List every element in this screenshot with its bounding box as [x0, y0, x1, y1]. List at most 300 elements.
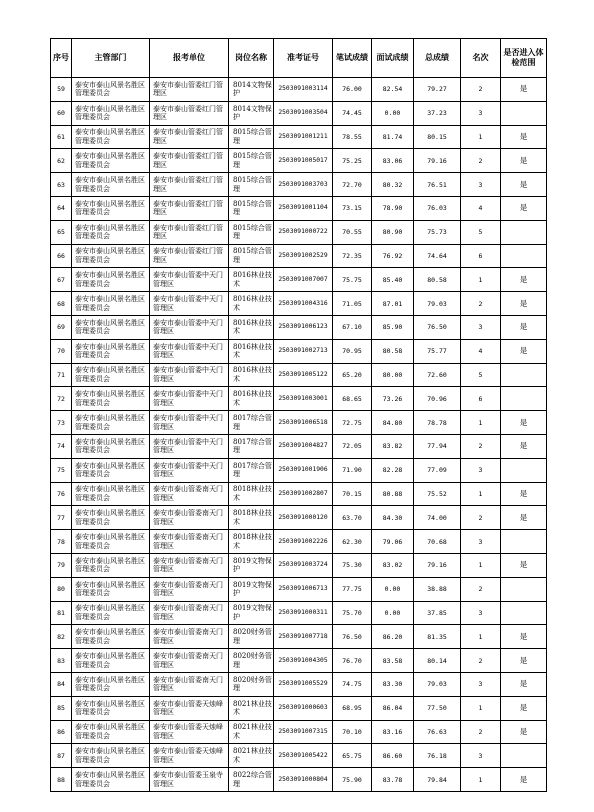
cell-exam-no: 2503091001211 [274, 125, 333, 149]
cell-position: 8019文物保护 [229, 601, 274, 625]
cell-interview: 83.82 [372, 434, 414, 458]
cell-physical [501, 220, 547, 244]
table-row [51, 625, 547, 649]
cell-written: 72.70 [333, 173, 372, 197]
cell-seq: 85 [51, 696, 72, 720]
cell-rank: 1 [461, 268, 501, 292]
cell-physical: 是 [501, 292, 547, 316]
cell-seq: 81 [51, 601, 72, 625]
cell-seq: 63 [51, 173, 72, 197]
cell-dept: 泰安市泰山管委中天门管理区 [150, 411, 229, 435]
cell-position: 8014文物保护 [229, 78, 274, 102]
cell-position: 8019文物保护 [229, 577, 274, 601]
table-row [51, 244, 547, 268]
cell-unit: 泰安市泰山风景名胜区管理委员会 [72, 768, 150, 792]
cell-position: 8018林业技术 [229, 482, 274, 506]
cell-interview: 86.04 [372, 696, 414, 720]
cell-interview: 85.90 [372, 315, 414, 339]
cell-interview: 80.32 [372, 173, 414, 197]
cell-dept: 泰安市泰山管委南天门管理区 [150, 625, 229, 649]
cell-interview: 86.20 [372, 625, 414, 649]
cell-unit: 泰安市泰山风景名胜区管理委员会 [72, 577, 150, 601]
cell-exam-no: 2503091005422 [274, 744, 333, 768]
cell-position: 8015综合管理 [229, 173, 274, 197]
cell-exam-no: 2503091003114 [274, 78, 333, 102]
cell-position: 8021林业技术 [229, 720, 274, 744]
table-row [51, 78, 547, 102]
table-body [51, 78, 547, 792]
cell-seq: 67 [51, 268, 72, 292]
cell-dept: 泰安市泰山管委中天门管理区 [150, 363, 229, 387]
cell-physical: 是 [501, 720, 547, 744]
cell-physical: 是 [501, 149, 547, 173]
cell-position: 8014文物保护 [229, 101, 274, 125]
cell-rank: 2 [461, 149, 501, 173]
cell-position: 8016林业技术 [229, 339, 274, 363]
cell-total: 70.96 [414, 387, 461, 411]
header-seq: 序号 [51, 39, 72, 78]
cell-position: 8016林业技术 [229, 315, 274, 339]
cell-seq: 84 [51, 672, 72, 696]
cell-physical: 是 [501, 173, 547, 197]
cell-dept: 泰安市泰山管委南天门管理区 [150, 649, 229, 673]
cell-unit: 泰安市泰山风景名胜区管理委员会 [72, 625, 150, 649]
cell-seq: 66 [51, 244, 72, 268]
cell-position: 8018林业技术 [229, 506, 274, 530]
cell-position: 8022综合管理 [229, 768, 274, 792]
header-position: 岗位名称 [229, 39, 274, 78]
cell-physical: 是 [501, 196, 547, 220]
table-row [51, 672, 547, 696]
cell-exam-no: 2503091004827 [274, 434, 333, 458]
cell-interview: 87.01 [372, 292, 414, 316]
cell-exam-no: 2503091001906 [274, 458, 333, 482]
cell-seq: 76 [51, 482, 72, 506]
cell-physical [501, 744, 547, 768]
table-row [51, 696, 547, 720]
cell-physical: 是 [501, 434, 547, 458]
cell-seq: 74 [51, 434, 72, 458]
cell-position: 8016林业技术 [229, 268, 274, 292]
cell-seq: 69 [51, 315, 72, 339]
cell-total: 78.78 [414, 411, 461, 435]
cell-dept: 泰安市泰山管委南天门管理区 [150, 577, 229, 601]
cell-rank: 5 [461, 220, 501, 244]
cell-unit: 泰安市泰山风景名胜区管理委员会 [72, 220, 150, 244]
cell-position: 8016林业技术 [229, 387, 274, 411]
cell-unit: 泰安市泰山风景名胜区管理委员会 [72, 339, 150, 363]
cell-interview: 79.06 [372, 530, 414, 554]
cell-dept: 泰安市泰山管委南天门管理区 [150, 553, 229, 577]
table-row [51, 387, 547, 411]
header-rank: 名次 [461, 39, 501, 78]
table-row [51, 744, 547, 768]
results-table [50, 38, 547, 792]
cell-total: 75.73 [414, 220, 461, 244]
table-row [51, 411, 547, 435]
cell-physical [501, 577, 547, 601]
cell-unit: 泰安市泰山风景名胜区管理委员会 [72, 387, 150, 411]
cell-exam-no: 2503091003703 [274, 173, 333, 197]
cell-physical: 是 [501, 649, 547, 673]
table-row [51, 720, 547, 744]
cell-unit: 泰安市泰山风景名胜区管理委员会 [72, 434, 150, 458]
cell-unit: 泰安市泰山风景名胜区管理委员会 [72, 149, 150, 173]
cell-written: 65.75 [333, 744, 372, 768]
cell-rank: 2 [461, 577, 501, 601]
cell-exam-no: 2503091006713 [274, 577, 333, 601]
cell-physical: 是 [501, 553, 547, 577]
cell-physical [501, 458, 547, 482]
cell-written: 74.75 [333, 672, 372, 696]
cell-written: 72.75 [333, 411, 372, 435]
cell-total: 70.68 [414, 530, 461, 554]
cell-dept: 泰安市泰山管委中天门管理区 [150, 387, 229, 411]
cell-exam-no: 2503091000722 [274, 220, 333, 244]
cell-interview: 82.54 [372, 78, 414, 102]
cell-unit: 泰安市泰山风景名胜区管理委员会 [72, 411, 150, 435]
cell-seq: 73 [51, 411, 72, 435]
cell-exam-no: 2503091000311 [274, 601, 333, 625]
cell-dept: 泰安市泰山管委红门管理区 [150, 149, 229, 173]
cell-rank: 1 [461, 768, 501, 792]
cell-dept: 泰安市泰山管委南天门管理区 [150, 506, 229, 530]
table-row [51, 458, 547, 482]
cell-dept: 泰安市泰山管委玉泉寺管理区 [150, 768, 229, 792]
cell-unit: 泰安市泰山风景名胜区管理委员会 [72, 649, 150, 673]
cell-physical: 是 [501, 78, 547, 102]
cell-physical: 是 [501, 315, 547, 339]
cell-written: 75.75 [333, 268, 372, 292]
cell-dept: 泰安市泰山管委红门管理区 [150, 173, 229, 197]
table-row [51, 649, 547, 673]
cell-seq: 79 [51, 553, 72, 577]
cell-total: 37.23 [414, 101, 461, 125]
cell-unit: 泰安市泰山风景名胜区管理委员会 [72, 482, 150, 506]
cell-seq: 83 [51, 649, 72, 673]
cell-rank: 6 [461, 244, 501, 268]
cell-rank: 3 [461, 601, 501, 625]
cell-exam-no: 2503091002529 [274, 244, 333, 268]
cell-position: 8017综合管理 [229, 434, 274, 458]
cell-interview: 83.30 [372, 672, 414, 696]
cell-rank: 1 [461, 411, 501, 435]
cell-interview: 84.80 [372, 411, 414, 435]
table-header-row [51, 39, 547, 78]
cell-rank: 2 [461, 292, 501, 316]
cell-rank: 4 [461, 339, 501, 363]
cell-dept: 泰安市泰山管委天烛峰管理区 [150, 720, 229, 744]
cell-exam-no: 2503091006123 [274, 315, 333, 339]
cell-dept: 泰安市泰山管委天烛峰管理区 [150, 696, 229, 720]
cell-interview: 83.02 [372, 553, 414, 577]
cell-unit: 泰安市泰山风景名胜区管理委员会 [72, 744, 150, 768]
cell-physical [501, 387, 547, 411]
cell-written: 68.65 [333, 387, 372, 411]
cell-rank: 3 [461, 101, 501, 125]
cell-written: 68.95 [333, 696, 372, 720]
cell-written: 63.70 [333, 506, 372, 530]
cell-rank: 3 [461, 672, 501, 696]
cell-interview: 80.00 [372, 363, 414, 387]
cell-total: 79.84 [414, 768, 461, 792]
cell-position: 8020财务管理 [229, 672, 274, 696]
cell-interview: 83.78 [372, 768, 414, 792]
cell-physical: 是 [501, 672, 547, 696]
cell-exam-no: 2503091002713 [274, 339, 333, 363]
cell-seq: 88 [51, 768, 72, 792]
cell-seq: 59 [51, 78, 72, 102]
cell-position: 8017综合管理 [229, 411, 274, 435]
cell-seq: 75 [51, 458, 72, 482]
cell-interview: 86.60 [372, 744, 414, 768]
cell-total: 77.09 [414, 458, 461, 482]
cell-position: 8020财务管理 [229, 625, 274, 649]
cell-total: 37.85 [414, 601, 461, 625]
cell-dept: 泰安市泰山管委红门管理区 [150, 125, 229, 149]
cell-dept: 泰安市泰山管委红门管理区 [150, 101, 229, 125]
cell-dept: 泰安市泰山管委天烛峰管理区 [150, 744, 229, 768]
cell-position: 8015综合管理 [229, 244, 274, 268]
cell-rank: 5 [461, 363, 501, 387]
cell-written: 71.90 [333, 458, 372, 482]
cell-exam-no: 2503091007007 [274, 268, 333, 292]
cell-unit: 泰安市泰山风景名胜区管理委员会 [72, 315, 150, 339]
cell-interview: 78.90 [372, 196, 414, 220]
cell-written: 74.45 [333, 101, 372, 125]
cell-seq: 78 [51, 530, 72, 554]
cell-total: 81.35 [414, 625, 461, 649]
cell-exam-no: 2503091007718 [274, 625, 333, 649]
header-interview: 面试成绩 [372, 39, 414, 78]
cell-position: 8019文物保护 [229, 553, 274, 577]
table-row [51, 434, 547, 458]
cell-rank: 3 [461, 458, 501, 482]
header-total: 总成绩 [414, 39, 461, 78]
cell-rank: 4 [461, 196, 501, 220]
cell-physical: 是 [501, 696, 547, 720]
cell-seq: 65 [51, 220, 72, 244]
cell-written: 76.00 [333, 78, 372, 102]
cell-total: 76.63 [414, 720, 461, 744]
cell-written: 70.15 [333, 482, 372, 506]
table-row [51, 196, 547, 220]
cell-exam-no: 2503091005529 [274, 672, 333, 696]
cell-position: 8015综合管理 [229, 196, 274, 220]
table-row [51, 149, 547, 173]
table-row [51, 101, 547, 125]
cell-interview: 83.06 [372, 149, 414, 173]
cell-physical: 是 [501, 125, 547, 149]
cell-physical [501, 601, 547, 625]
cell-interview: 83.58 [372, 649, 414, 673]
cell-written: 71.05 [333, 292, 372, 316]
cell-unit: 泰安市泰山风景名胜区管理委员会 [72, 101, 150, 125]
cell-physical: 是 [501, 268, 547, 292]
cell-physical [501, 530, 547, 554]
cell-unit: 泰安市泰山风景名胜区管理委员会 [72, 696, 150, 720]
cell-exam-no: 2503091004316 [274, 292, 333, 316]
table-row [51, 577, 547, 601]
cell-exam-no: 2503091006518 [274, 411, 333, 435]
cell-position: 8021林业技术 [229, 744, 274, 768]
cell-written: 76.70 [333, 649, 372, 673]
header-written: 笔试成绩 [333, 39, 372, 78]
cell-interview: 80.90 [372, 220, 414, 244]
cell-rank: 3 [461, 173, 501, 197]
cell-total: 74.64 [414, 244, 461, 268]
cell-seq: 61 [51, 125, 72, 149]
cell-rank: 1 [461, 625, 501, 649]
header-unit: 主管部门 [72, 39, 150, 78]
cell-written: 78.55 [333, 125, 372, 149]
cell-seq: 68 [51, 292, 72, 316]
cell-written: 70.95 [333, 339, 372, 363]
cell-physical: 是 [501, 506, 547, 530]
cell-dept: 泰安市泰山管委南天门管理区 [150, 672, 229, 696]
cell-physical: 是 [501, 411, 547, 435]
cell-physical: 是 [501, 339, 547, 363]
cell-position: 8015综合管理 [229, 125, 274, 149]
cell-position: 8021林业技术 [229, 696, 274, 720]
cell-written: 76.50 [333, 625, 372, 649]
cell-interview: 0.00 [372, 101, 414, 125]
table-row [51, 553, 547, 577]
table-row [51, 363, 547, 387]
cell-seq: 82 [51, 625, 72, 649]
cell-exam-no: 2503091000120 [274, 506, 333, 530]
cell-dept: 泰安市泰山管委南天门管理区 [150, 530, 229, 554]
cell-total: 77.94 [414, 434, 461, 458]
cell-unit: 泰安市泰山风景名胜区管理委员会 [72, 720, 150, 744]
table-row [51, 601, 547, 625]
cell-unit: 泰安市泰山风景名胜区管理委员会 [72, 553, 150, 577]
cell-interview: 82.28 [372, 458, 414, 482]
cell-exam-no: 2503091002226 [274, 530, 333, 554]
cell-dept: 泰安市泰山管委南天门管理区 [150, 601, 229, 625]
cell-exam-no: 2503091007315 [274, 720, 333, 744]
cell-written: 67.10 [333, 315, 372, 339]
cell-written: 72.35 [333, 244, 372, 268]
cell-seq: 70 [51, 339, 72, 363]
cell-physical [501, 101, 547, 125]
cell-dept: 泰安市泰山管委红门管理区 [150, 196, 229, 220]
cell-rank: 2 [461, 720, 501, 744]
cell-dept: 泰安市泰山管委中天门管理区 [150, 339, 229, 363]
cell-total: 72.60 [414, 363, 461, 387]
table-row [51, 292, 547, 316]
cell-total: 75.77 [414, 339, 461, 363]
cell-written: 75.30 [333, 553, 372, 577]
cell-dept: 泰安市泰山管委中天门管理区 [150, 292, 229, 316]
cell-exam-no: 2503091005017 [274, 149, 333, 173]
cell-total: 79.27 [414, 78, 461, 102]
cell-dept: 泰安市泰山管委南天门管理区 [150, 482, 229, 506]
cell-interview: 83.16 [372, 720, 414, 744]
cell-total: 76.18 [414, 744, 461, 768]
cell-total: 79.16 [414, 149, 461, 173]
cell-rank: 6 [461, 387, 501, 411]
cell-rank: 2 [461, 506, 501, 530]
cell-dept: 泰安市泰山管委红门管理区 [150, 78, 229, 102]
cell-dept: 泰安市泰山管委中天门管理区 [150, 268, 229, 292]
cell-rank: 1 [461, 482, 501, 506]
cell-written: 75.25 [333, 149, 372, 173]
cell-interview: 0.00 [372, 601, 414, 625]
cell-unit: 泰安市泰山风景名胜区管理委员会 [72, 363, 150, 387]
cell-seq: 86 [51, 720, 72, 744]
cell-interview: 80.88 [372, 482, 414, 506]
cell-dept: 泰安市泰山管委红门管理区 [150, 244, 229, 268]
cell-rank: 1 [461, 553, 501, 577]
cell-exam-no: 2503091001104 [274, 196, 333, 220]
table-row [51, 173, 547, 197]
cell-unit: 泰安市泰山风景名胜区管理委员会 [72, 196, 150, 220]
cell-position: 8016林业技术 [229, 363, 274, 387]
table-row [51, 482, 547, 506]
cell-physical: 是 [501, 768, 547, 792]
cell-interview: 80.58 [372, 339, 414, 363]
cell-position: 8015综合管理 [229, 220, 274, 244]
cell-total: 38.88 [414, 577, 461, 601]
table-row [51, 315, 547, 339]
cell-seq: 64 [51, 196, 72, 220]
cell-rank: 3 [461, 744, 501, 768]
cell-interview: 0.00 [372, 577, 414, 601]
cell-exam-no: 2503091005122 [274, 363, 333, 387]
cell-interview: 85.40 [372, 268, 414, 292]
cell-unit: 泰安市泰山风景名胜区管理委员会 [72, 173, 150, 197]
cell-rank: 2 [461, 78, 501, 102]
cell-rank: 1 [461, 125, 501, 149]
cell-total: 74.00 [414, 506, 461, 530]
cell-total: 76.50 [414, 315, 461, 339]
cell-seq: 87 [51, 744, 72, 768]
cell-position: 8018林业技术 [229, 530, 274, 554]
cell-unit: 泰安市泰山风景名胜区管理委员会 [72, 672, 150, 696]
cell-seq: 77 [51, 506, 72, 530]
cell-position: 8020财务管理 [229, 649, 274, 673]
table-row [51, 125, 547, 149]
cell-unit: 泰安市泰山风景名胜区管理委员会 [72, 125, 150, 149]
cell-physical [501, 363, 547, 387]
cell-written: 75.70 [333, 601, 372, 625]
cell-exam-no: 2503091002807 [274, 482, 333, 506]
cell-seq: 80 [51, 577, 72, 601]
table-row [51, 506, 547, 530]
cell-written: 75.90 [333, 768, 372, 792]
cell-dept: 泰安市泰山管委中天门管理区 [150, 315, 229, 339]
cell-written: 72.05 [333, 434, 372, 458]
cell-unit: 泰安市泰山风景名胜区管理委员会 [72, 292, 150, 316]
cell-rank: 3 [461, 530, 501, 554]
cell-position: 8016林业技术 [229, 292, 274, 316]
cell-unit: 泰安市泰山风景名胜区管理委员会 [72, 506, 150, 530]
cell-physical [501, 244, 547, 268]
cell-rank: 3 [461, 315, 501, 339]
cell-interview: 81.74 [372, 125, 414, 149]
cell-unit: 泰安市泰山风景名胜区管理委员会 [72, 268, 150, 292]
header-physical: 是否进入体检范围 [501, 39, 547, 78]
cell-written: 77.75 [333, 577, 372, 601]
cell-exam-no: 2503091003504 [274, 101, 333, 125]
cell-total: 76.51 [414, 173, 461, 197]
cell-total: 77.50 [414, 696, 461, 720]
cell-unit: 泰安市泰山风景名胜区管理委员会 [72, 458, 150, 482]
cell-unit: 泰安市泰山风景名胜区管理委员会 [72, 244, 150, 268]
cell-total: 79.03 [414, 292, 461, 316]
cell-unit: 泰安市泰山风景名胜区管理委员会 [72, 78, 150, 102]
